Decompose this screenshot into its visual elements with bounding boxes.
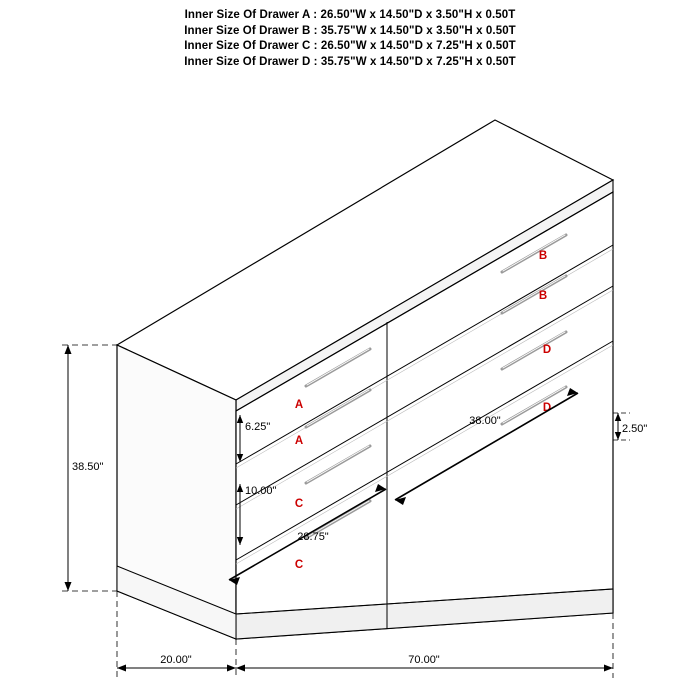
drawer-label-d-third: D: [542, 344, 552, 356]
dimension-base-height: [613, 413, 647, 440]
dimension-drawer-narrow-width-label: 28.75": [297, 531, 329, 543]
spec-line-a: Inner Size Of Drawer A : 26.50"W x 14.50"D x 3.50"H x 0.50T: [184, 9, 516, 21]
dimension-base-height-label: 2.50": [622, 423, 648, 435]
dimension-width-label: 70.00": [408, 654, 440, 666]
drawer-label-c-fourth: C: [294, 559, 304, 571]
dimension-height-label: 38.50": [72, 461, 104, 473]
dimension-drawer-large-height-label: 10.00": [245, 485, 277, 497]
dimension-overall-height: [62, 345, 117, 591]
drawer-label-a-second: A: [294, 435, 304, 447]
drawer-label-d-fourth: D: [542, 402, 552, 414]
drawer-label-c-third: C: [294, 498, 304, 510]
dimension-depth-label: 20.00": [160, 654, 192, 666]
drawer-label-b-second: B: [538, 290, 548, 302]
spec-line-c: Inner Size Of Drawer C : 26.50"W x 14.50"D x 7.25"H x 0.50T: [184, 40, 516, 52]
spec-line-b: Inner Size Of Drawer B : 35.75"W x 14.50"D x 3.50"H x 0.50T: [184, 24, 516, 37]
dimension-drawer-small-height-label: 6.25": [245, 421, 271, 433]
dresser-body: [117, 120, 613, 639]
drawer-label-b-top: B: [538, 250, 548, 262]
spec-line-d: Inner Size Of Drawer D : 35.75"W x 14.50"D x 7.25"H x 0.50T: [184, 55, 516, 68]
dimension-drawer-wide-width-label: 38.00": [469, 415, 501, 427]
drawer-label-a-top: A: [294, 399, 304, 411]
